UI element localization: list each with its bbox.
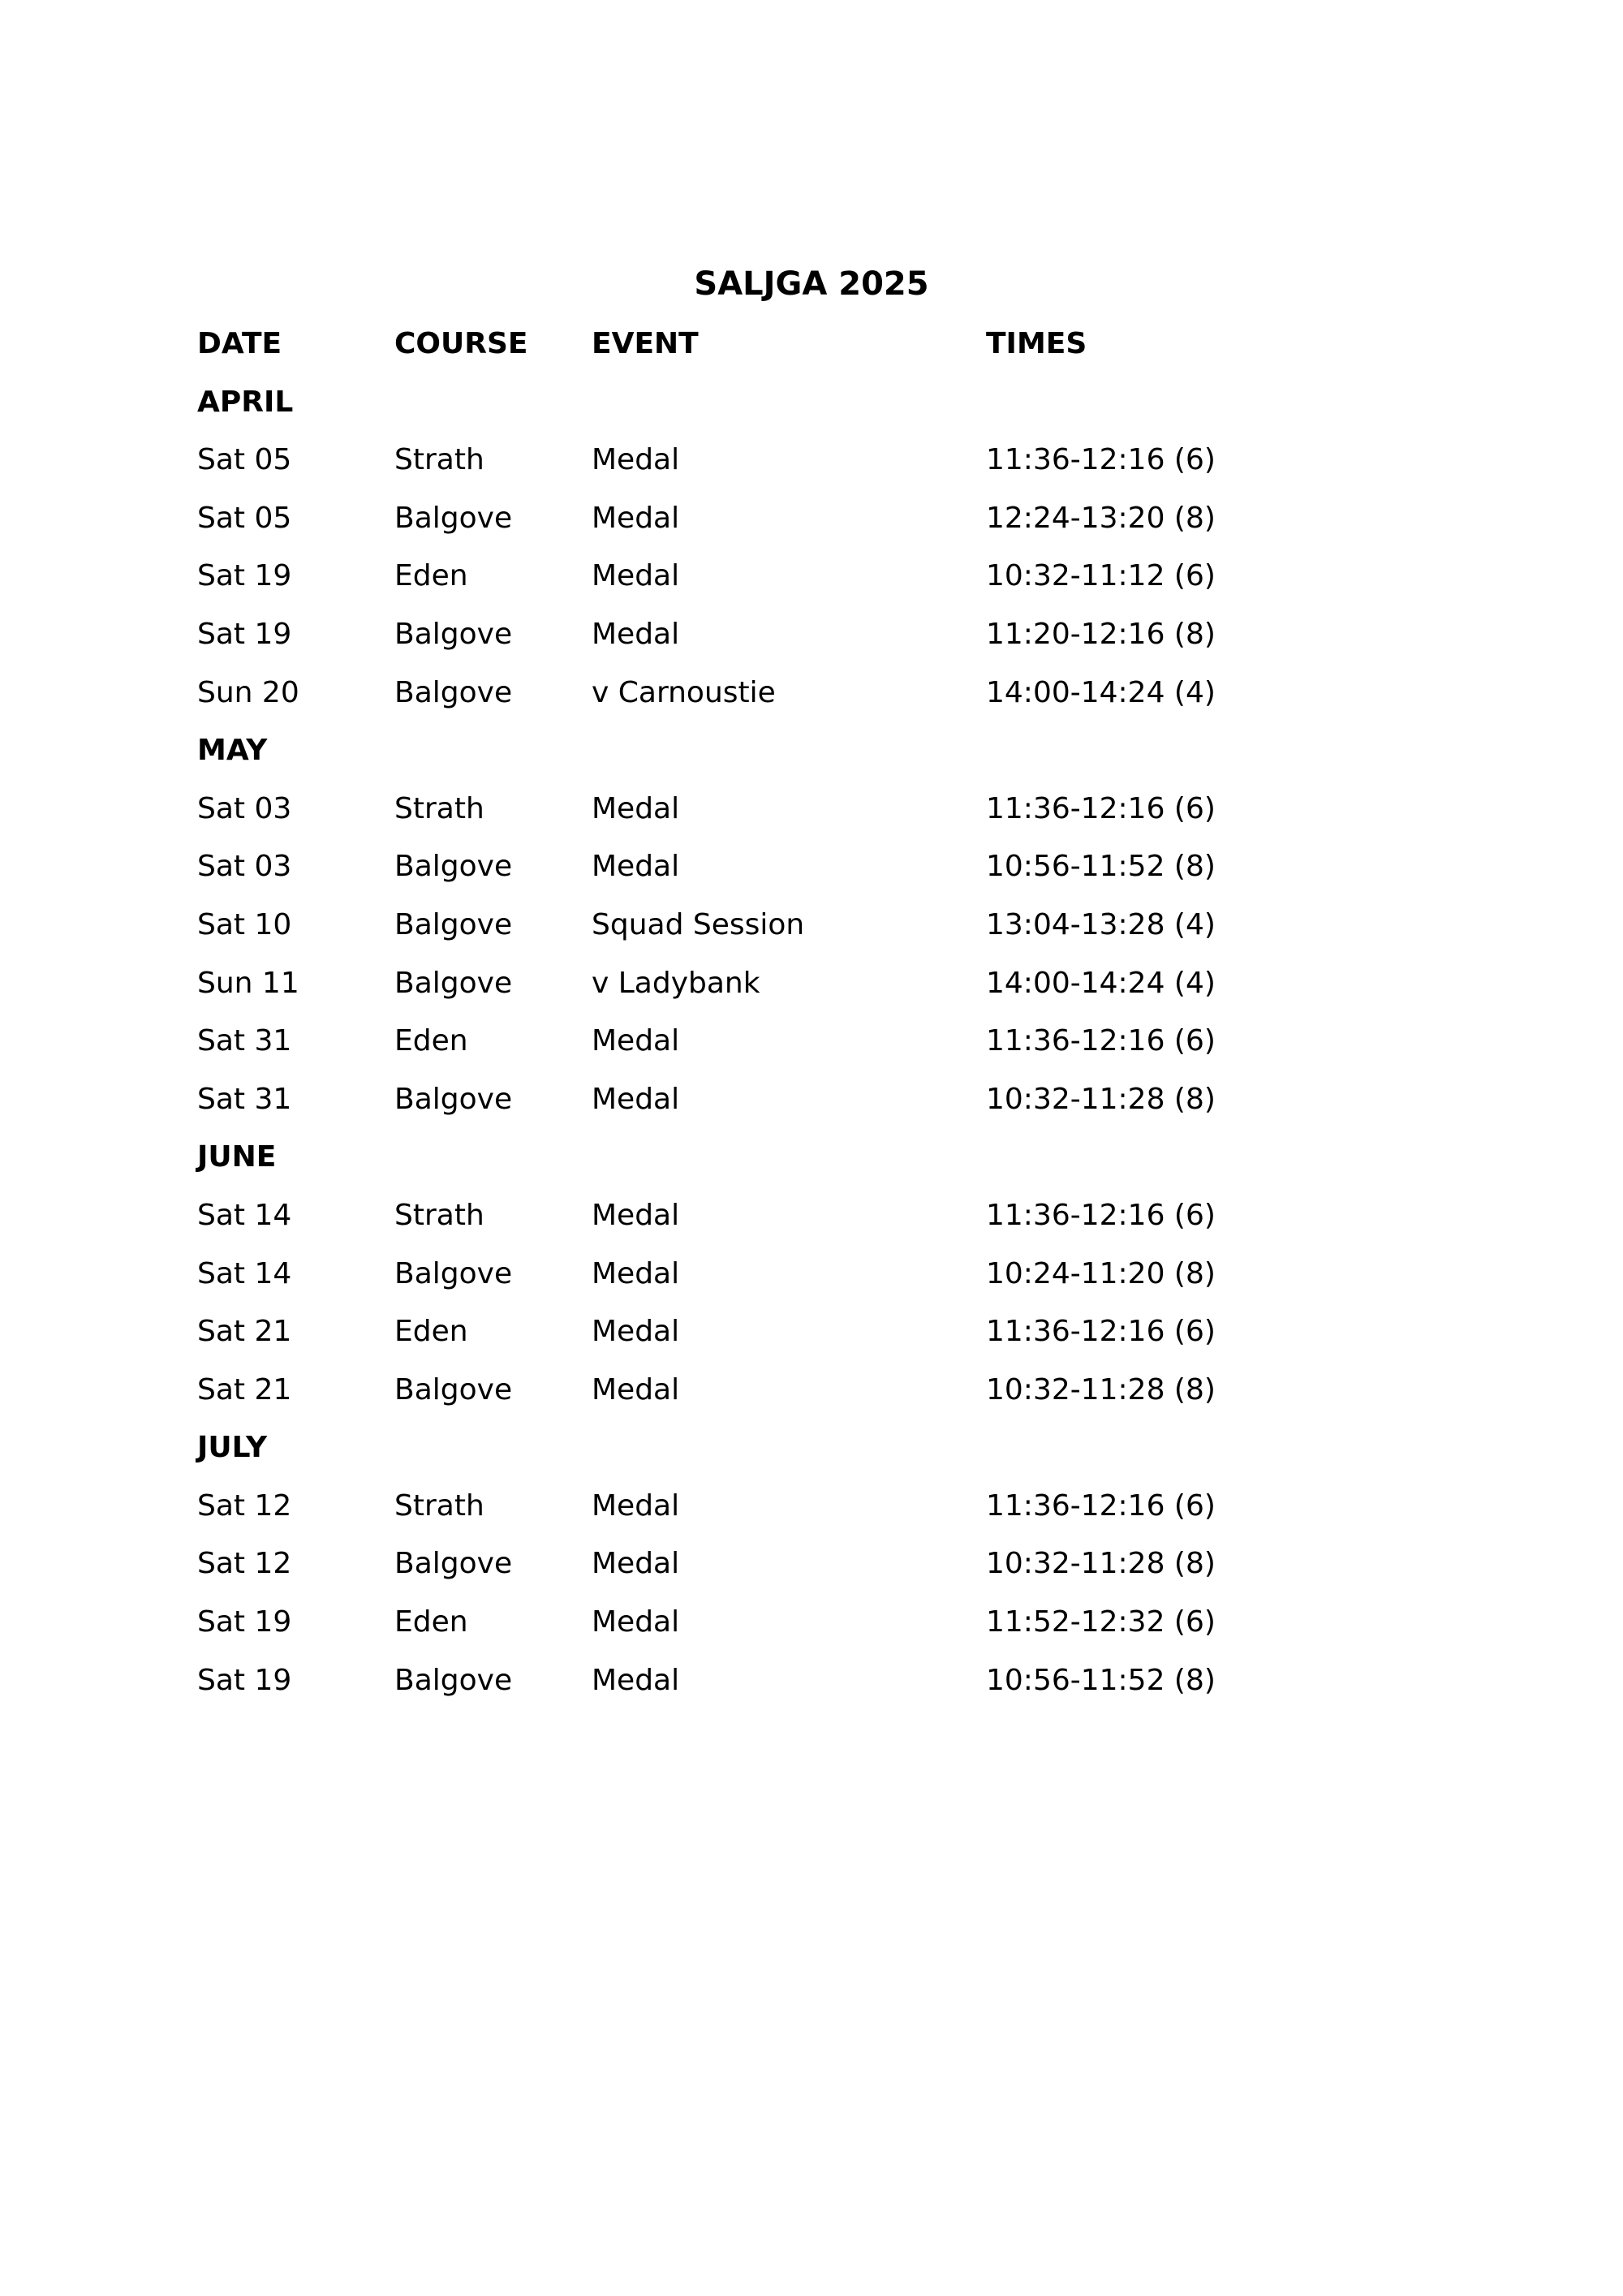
month-label: MAY [197,734,268,768]
cell-date: Sat 03 [197,850,292,884]
cell-times: 14:00-14:24 (4) [986,966,1216,1000]
cell-event: Medal [592,1488,680,1523]
cell-times: 11:36-12:16 (6) [986,1024,1216,1058]
table-row [197,785,1262,843]
table-row [197,494,1262,553]
table-row [197,1075,1262,1134]
cell-event: Medal [592,1256,680,1290]
cell-course: Balgove [394,1547,513,1581]
cell-course: Eden [394,1024,468,1058]
table-row [197,1482,1262,1540]
table-row [197,1540,1262,1598]
header-row [197,320,1262,378]
cell-times: 10:32-11:28 (8) [986,1372,1216,1406]
cell-times: 10:32-11:28 (8) [986,1547,1216,1581]
month-heading [197,1133,1262,1191]
cell-date: Sat 19 [197,1663,292,1697]
cell-course: Strath [394,791,484,825]
cell-event: Medal [592,1372,680,1406]
cell-date: Sat 19 [197,559,292,593]
cell-course: Balgove [394,850,513,884]
cell-date: Sat 12 [197,1488,292,1523]
header-event: EVENT [592,327,699,360]
cell-event: Medal [592,1547,680,1581]
cell-course: Balgove [394,966,513,1000]
month-label: APRIL [197,385,294,419]
cell-course: Balgove [394,1082,513,1116]
table-row [197,1307,1262,1366]
header-times: TIMES [986,327,1087,360]
cell-date: Sat 03 [197,791,292,825]
schedule-table [197,320,1262,1714]
cell-date: Sat 19 [197,617,292,651]
header-course: COURSE [394,327,528,360]
cell-times: 10:56-11:52 (8) [986,850,1216,884]
table-row [197,436,1262,494]
cell-times: 10:56-11:52 (8) [986,1663,1216,1697]
cell-date: Sat 10 [197,907,292,941]
cell-times: 10:32-11:28 (8) [986,1082,1216,1116]
table-row [197,1598,1262,1656]
cell-course: Eden [394,559,468,593]
cell-course: Balgove [394,617,513,651]
cell-times: 12:24-13:20 (8) [986,501,1216,535]
cell-date: Sat 05 [197,501,292,535]
cell-times: 11:36-12:16 (6) [986,1488,1216,1523]
cell-date: Sat 31 [197,1082,292,1116]
table-row [197,1656,1262,1715]
cell-event: Medal [592,559,680,593]
cell-date: Sat 14 [197,1198,292,1232]
cell-course: Balgove [394,1256,513,1290]
table-row [197,901,1262,959]
table-row [197,842,1262,901]
cell-event: v Carnoustie [592,675,776,709]
cell-course: Balgove [394,1372,513,1406]
cell-event: Medal [592,617,680,651]
month-heading [197,726,1262,785]
table-row [197,1017,1262,1075]
month-heading [197,378,1262,437]
cell-date: Sun 11 [197,966,299,1000]
cell-times: 11:52-12:32 (6) [986,1605,1216,1639]
cell-date: Sat 21 [197,1372,292,1406]
cell-times: 11:36-12:16 (6) [986,1198,1216,1232]
cell-event: Medal [592,1605,680,1639]
cell-times: 10:32-11:12 (6) [986,559,1216,593]
month-label: JUNE [197,1140,277,1174]
cell-course: Strath [394,1488,484,1523]
cell-date: Sat 14 [197,1256,292,1290]
cell-event: Medal [592,850,680,884]
cell-course: Balgove [394,501,513,535]
cell-event: Medal [592,791,680,825]
cell-times: 10:24-11:20 (8) [986,1256,1216,1290]
cell-date: Sat 21 [197,1315,292,1349]
cell-date: Sat 12 [197,1547,292,1581]
cell-event: Medal [592,1082,680,1116]
cell-event: Medal [592,1024,680,1058]
cell-times: 13:04-13:28 (4) [986,907,1216,941]
table-row [197,1366,1262,1424]
cell-times: 14:00-14:24 (4) [986,675,1216,709]
schedule-body [197,378,1262,1715]
cell-event: Medal [592,501,680,535]
table-row [197,552,1262,610]
cell-course: Strath [394,443,484,477]
cell-event: Squad Session [592,907,805,941]
month-label: JULY [197,1431,268,1465]
cell-date: Sat 19 [197,1605,292,1639]
cell-course: Balgove [394,1663,513,1697]
month-heading [197,1424,1262,1482]
cell-times: 11:20-12:16 (8) [986,617,1216,651]
cell-event: Medal [592,1663,680,1697]
cell-course: Eden [394,1605,468,1639]
cell-event: Medal [592,1315,680,1349]
cell-course: Balgove [394,675,513,709]
table-row [197,610,1262,669]
table-row [197,959,1262,1018]
cell-event: Medal [592,1198,680,1232]
cell-course: Strath [394,1198,484,1232]
table-row [197,1250,1262,1308]
cell-times: 11:36-12:16 (6) [986,443,1216,477]
cell-date: Sat 31 [197,1024,292,1058]
cell-course: Balgove [394,907,513,941]
cell-event: v Ladybank [592,966,760,1000]
table-row [197,669,1262,727]
page-title: SALJGA 2025 [694,265,929,303]
cell-times: 11:36-12:16 (6) [986,1315,1216,1349]
cell-date: Sat 05 [197,443,292,477]
table-row [197,1191,1262,1250]
cell-times: 11:36-12:16 (6) [986,791,1216,825]
cell-event: Medal [592,443,680,477]
header-date: DATE [197,327,282,360]
cell-course: Eden [394,1315,468,1349]
cell-date: Sun 20 [197,675,299,709]
